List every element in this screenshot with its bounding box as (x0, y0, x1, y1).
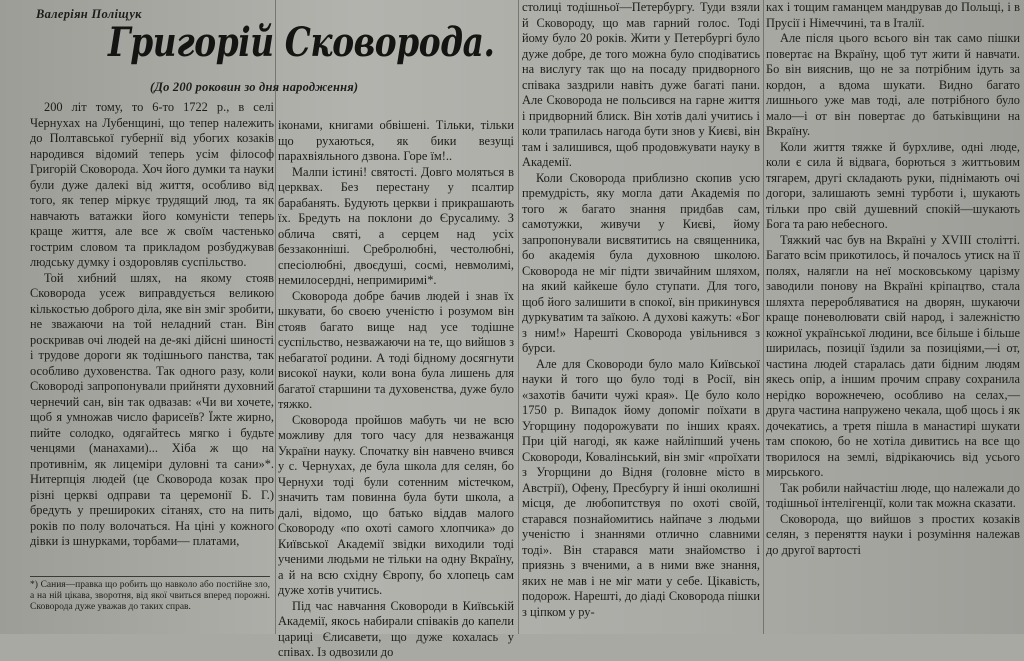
paragraph: Тяжкий час був на Вкраїні у XVIII столітті. Багато всім прикотилось, й почалось утиск на її полях, налягли на неї московському царізму заводили понову на Вкраїні кріпацтво, стала шляхта переробляватися на дворян, шукаючи краще поневолювати свій народ, і залежністю кожної української людини, все більше і більше ширилась, позиції їздили за позиціями,—і от, частина людей старалась дати бідним людям якесь опір, а іншим прочим справу сохранила нерідко ворожнечею, особливо на селах,—друга частина напружено чекала, щоб щось і як дочекатись, а третя пішла в манастирі шукати там спокою, бо не хотіла дивитись на все що творилося на землі, відрікаючись від усього мирського. (766, 232, 1020, 479)
paragraph: Той хибний шлях, на якому стояв Сковорода усеж виправдується великою кількостью доброго діла, яке він зміг зробити, не зважаючи на той неладний стан. Він роскривав очі людей на де-які дійсні шиності і трудове дороги як тодішнього панства, так особливо духовенства. Так одного разу, коли Сковороді запропонували прийняти духовний чернечий сан, він так одвазав: «Чи ви хочете, щоб я умножав число фарисеїв? Їжте жирно, пийте солодко, одягайтесь мягко і будьте ченцями (манахами)... Хіба ж що на противнім, як лицеміри дуловні та сани»*. Нитерпція людей (це Сковорода козак про різні церкві одправи та церемонії Б. Г.) бредуть у прешироких сітанях, сто на пить років по полу волочаться. На ціні у кожного дівки із шнурками, торбами— платами, (30, 270, 274, 548)
text-column-4 (766, 0, 1020, 634)
paragraph: іконами, книгами обвішені. Тільки, тільки що рухаються, як бики везущі парахвіяльного дзвона. Горе їм!.. (278, 118, 514, 163)
paragraph: столиці тодішньої—Петербургу. Туди взяли й Сковороду, що мав гарний голос. Тоді йому було 20 років. Жити у Петербургі було дуже добре, де того можна було сподіватись на вислугу так що на посаду придворного співака заздрили навіть дуже багаті пани. Але Сковорода не польсився на гарне життя і придворний блиск. Він хотів далі учитись і коли трапилась нагода бути знов у Києві, він там і залишився, щоб продовжувати науку в Академії. (522, 0, 760, 169)
paragraph: Сковорода, що вийшов з простих козаків селян, з переняття науки і розуміння належав до другої вартості (766, 511, 1020, 557)
footnote: *) Сания—правка що робить що навколо або постійне зло, а на ній цікава, зворотня, від якої чвиться вперед порожні. Сковорода дуже уважав до таких справ. (30, 576, 270, 613)
article-subtitle: (До 200 роковин зо дня народження) (150, 80, 359, 94)
paragraph: Так робили найчастіш люде, що належали до тодішньої інтелігенції, коли так можна сказати. (766, 480, 1020, 510)
paragraph: Коли життя тяжке й бурхливе, одні люде, коли є сила й відвага, борються з життьовим тягарем, другі складають руки, піднімають очі догори, залишають земні турботи і, шукають тільки про свій душевний спокій—шукають Бога та раю небесного. (766, 139, 1020, 231)
text-column-2 (278, 118, 514, 659)
paragraph: Сковорода добре бачив людей і знав їх шкувати, бо своєю ученістю і розумом він стояв багато вище над усе тодішне суспільство, незважаючи на те, що вийшов з небагатої родини. А тоді бідному досягнути високої науки, коли вона була лишень для багатої старшини та духовенства, дуже було тяжко. (278, 288, 514, 411)
text-column-3 (522, 0, 760, 634)
paragraph: Малпи істині! святості. Довго моляться в церквах. Без перестану у псалтир барабанять. Будують церкви і прикрашають їх. Бредуть на поклони до Єрусалиму. З облича святі, а серцем над усіх беззаконніші. Сребролюбні, честолюбні, спесіолюбні, двоєдуші, сосмі, невмолимі, немилосердні, непримиримі*. (278, 164, 514, 287)
text-column-1 (30, 0, 274, 634)
column-rule (763, 0, 764, 634)
paragraph: Але для Сковороди було мало Київської науки й того що було тоді в Росії, він «захотів бачити чужі края». Це було коло 1750 р. Випадок йому допоміг поїхати в Угорщину подорожувати по інших краях. При цій нагоді, як каже найліпший учень Сковороди, Ковалінський, він зміг «проїхати з Угорщини до Відня (головне місто в Австрії), Офену, Пресбургу й інші околишні місця, де любопитствуя по охоті своїй, старався познайомитись найпаче з людьми ученістю і знаннями отлично славними тоді». Він старався мати знайомство і приязнь з вченими, а в ними вже знання, яких не мав і не міг мати у себе. Цікавість, подорож. Нарешті, до діаді Сковорода пішки з ціпком у ру- (522, 356, 760, 619)
column-rule (275, 0, 276, 634)
article-title: Григорій Сковорода. (108, 19, 495, 66)
column-rule (518, 0, 519, 634)
paragraph: Під час навчання Сковороди в Київській Академії, якось набирали співаків до капели цариці Єлисавети, що дуже кохалась у співах. Із одвозили до (278, 598, 514, 659)
paragraph: Коли Сковорода приблизно скопив усю премудрість, яку могла дати Академія по того ж багато знання придбав сам, самотужки, живучи у Києві, йому запропонували висвятитись на священника, бо академія була духовною школою. Сковорода не міг підти звичайним шляхом, на який кайкеше було ступати. Для того, щоб його залишити в спокої, він прикинувся дуркуватим та заїкою. А духові кажуть: «Бог з ним!» Нарешті Сковорода увільнився з бурси. (522, 170, 760, 355)
article-author: Валеріян Поліщук (36, 7, 142, 21)
paragraph: 200 літ тому, то 6-то 1722 р., в селі Чернухах на Лубенщині, що тепер належить до Полтавської губернії від убогих козаків народився відомий теперь усім філософ Григорій Сковорода. Хоч його думки та науки були дуже далекі від життя, особливо від того, як тепер міркує трудящий люд, та як навчають ватажки його комуністи теперь краще життя, але все ж своїм частенько гострим словом та прикладом розбуджував людську думку і оздоровляв суспільство. (30, 100, 274, 269)
paragraph: Сковорода пройшов мабуть чи не всю можливу для того часу для незважанця України науку. Спочатку він навчено вчився у с. Чернухах, де була школа для селян, бо Чернухи тоді були сотенним містечком, значить там повинна була бути школа, а далі, відомо, що батько віддав малого Сковороду «по охоті самого хлопчика» до Київської Академії звідки виходили тоді ученими людьми не тільки на одну Вкраїну, а й на всю східну Європу, бо хлопець сам дуже хотів учитись. (278, 412, 514, 597)
paragraph: ках і тощим гаманцем мандрував до Польщі, і в Прусії і Німеччині, та в Італії. (766, 0, 1020, 30)
paragraph: Але після цього всього він так само пішки повертає на Вкраїну, щоб тут жити й навчати. Бо він вияснив, що не за потрібним ідуть за кордон, а вдома шукати. Видно багато лишнього уже мав тоді, але потрібного було мало—і от він повертає до батьківщини на Вкраїну. (766, 31, 1020, 138)
